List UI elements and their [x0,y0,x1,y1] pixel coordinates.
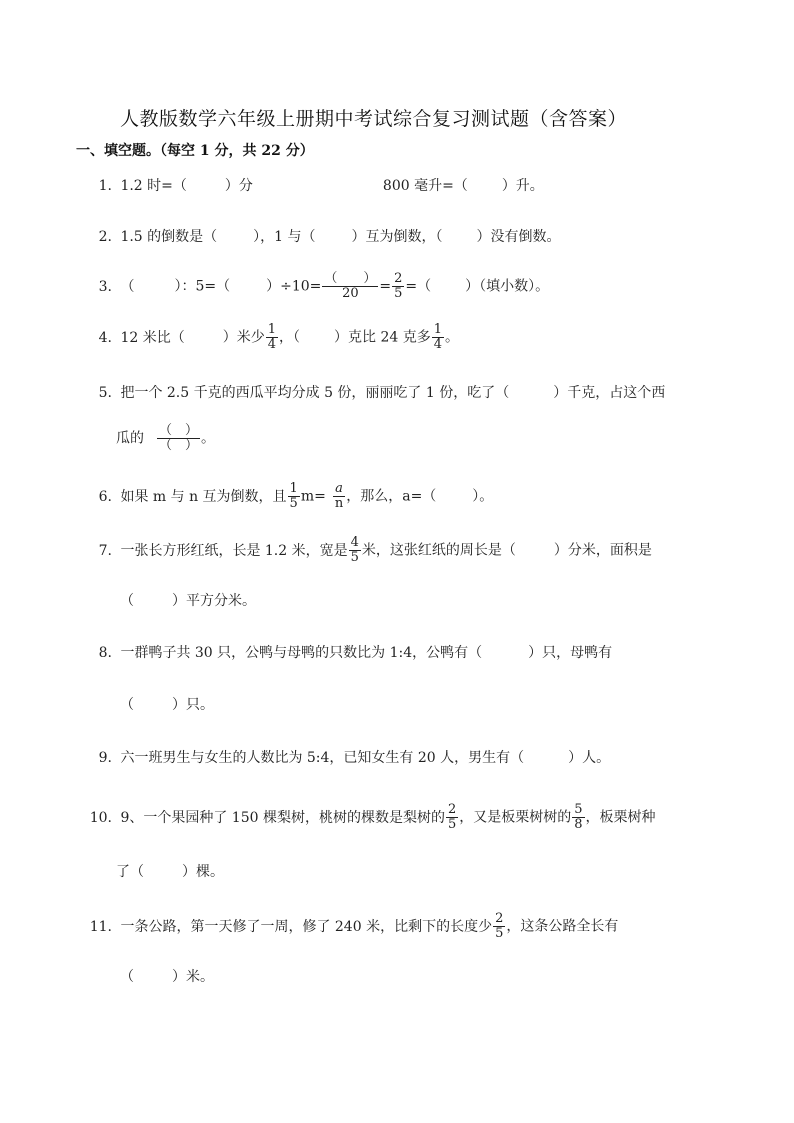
fraction [432,323,444,352]
page-title: 人教版数学六年级上册期中考试综合复习测试题（含答案） [120,108,628,130]
fraction [446,803,458,832]
question-number: 1. [98,178,112,194]
question-6 [88,482,493,511]
question-5 [88,383,665,403]
question-number: 9. [98,750,112,766]
text: ，（ [279,329,300,346]
text: ，那么，a=（ [346,488,437,505]
question-7-cont [120,591,256,611]
text: ）升。 [501,178,544,194]
question-4 [88,323,459,352]
text: ）互为倒数，（ [351,229,443,245]
denominator: 20 [342,286,359,301]
question-8 [88,643,612,663]
text: ）只。 [172,697,214,713]
text: （ [120,593,134,609]
question-number: 8. [98,645,112,661]
text: （ [120,969,134,985]
question-11 [88,912,618,941]
text: ）÷10= [266,278,322,295]
numerator: 5 [574,802,583,817]
numerator: （ ） [159,423,199,438]
question-number: 5. [98,385,112,401]
text: ）克比 24 克多 [334,329,431,346]
denominator: 4 [433,337,442,352]
numerator: 2 [495,911,504,926]
question-number: 4. [98,329,112,346]
text: 。 [445,329,459,346]
text: （ [120,697,134,713]
text: =（ [405,278,432,295]
question-number: 6. [98,488,112,505]
text: 一条公路，第一天修了一周，修了 240 米，比剩下的长度少 [120,918,493,935]
numerator: （ ） [324,271,377,286]
text: 9、一个果园种了 150 棵梨树，桃树的棵数是梨树的 [120,809,445,826]
text: ）：5=（ [174,278,231,295]
text: = [379,278,392,295]
text: 米，这张红纸的周长是（ [361,542,516,559]
text: （ [120,278,135,295]
text: ）人。 [568,750,611,766]
question-number: 10. [89,809,112,826]
text: ，板栗树种 [585,809,656,826]
text: 如果 m 与 n 互为倒数，且 [120,488,287,505]
text: ）分 [224,178,253,194]
text: ）（填小数）。 [465,278,550,295]
denominator: 4 [267,337,276,352]
text: ，又是板栗树树的 [459,809,572,826]
text: 1.5 的倒数是（ [120,229,218,245]
text: 12 米比（ [120,329,185,346]
fraction [266,323,278,352]
question-10-cont [116,862,224,882]
numerator: 1 [289,481,298,496]
text: 1.2 时=（ [120,178,187,194]
text: ）米少 [222,329,265,346]
text: 。 [201,430,216,447]
fraction [493,912,505,941]
denominator: 8 [574,817,583,832]
question-8-cont [120,695,214,715]
question-7 [88,536,652,565]
question-10 [88,803,656,832]
numerator: 4 [350,535,359,550]
denominator: n [334,496,344,511]
fraction [392,272,404,301]
question-1 [88,176,544,196]
text: 瓜的 [116,430,144,447]
fraction [572,803,584,832]
numerator: 2 [447,802,457,817]
fraction [322,272,378,301]
text: 了（ [116,864,144,880]
text: ）平方分米。 [172,593,256,609]
denominator: 5 [289,496,298,511]
fraction [349,536,361,565]
numerator: 1 [267,322,276,337]
numerator: a [333,482,345,497]
denominator: 5 [350,550,359,565]
text: 一张长方形红纸，长是 1.2 米，宽是 [120,542,348,559]
numerator: 2 [394,271,403,286]
fraction [157,424,200,453]
question-9 [88,748,610,768]
question-number: 11. [89,918,112,935]
question-2 [88,227,561,247]
denominator: 5 [447,817,457,832]
text: ）没有倒数。 [476,229,561,245]
text: m= [300,488,326,505]
denominator: 5 [394,286,403,301]
text: 六一班男生与女生的人数比为 5:4，已知女生有 20 人，男生有（ [120,750,525,766]
denominator: 5 [495,926,504,941]
question-number: 7. [98,542,112,559]
text: 800 毫升=（ [382,178,468,194]
numerator: 1 [433,322,442,337]
question-3 [88,272,549,301]
section-heading: 一、填空题。（每空 1 分，共 22 分） [76,143,314,159]
text: ，这条公路全长有 [506,918,619,935]
question-11-cont [120,967,214,987]
text: ）只，母鸭有 [528,645,613,661]
text: ）米。 [172,969,214,985]
fraction [333,482,345,511]
question-5-cont [116,424,215,453]
text: ）千克，占这个西 [553,385,666,401]
text: ），1 与（ [253,229,316,245]
text: ）棵。 [182,864,224,880]
question-number: 2. [98,229,112,245]
text: 把一个 2.5 千克的西瓜平均分成 5 份，丽丽吃了 1 份，吃了（ [120,385,510,401]
question-number: 3. [98,278,112,295]
denominator: （ ） [159,438,199,453]
text: 一群鸭子共 30 只，公鸭与母鸭的只数比为 1:4，公鸭有（ [120,645,483,661]
fraction [288,482,300,511]
text: ）分米，面积是 [553,542,652,559]
text: ）。 [472,488,494,505]
